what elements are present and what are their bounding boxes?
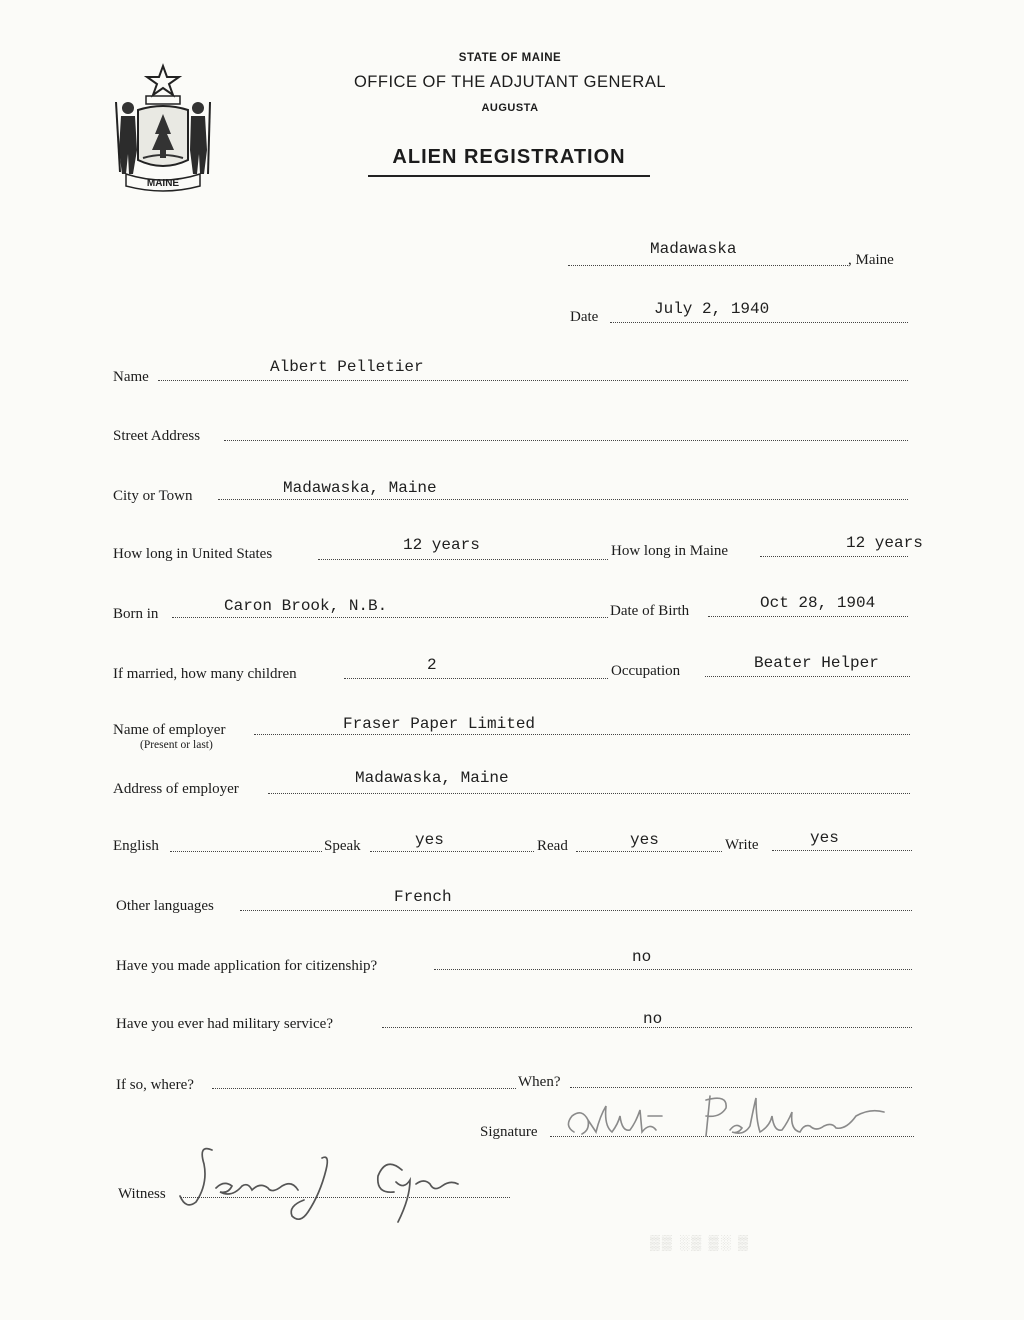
military-value: no [643, 1010, 663, 1028]
write-value: yes [810, 829, 839, 847]
children-value: 2 [427, 656, 437, 674]
occupation-value: Beater Helper [754, 654, 879, 672]
maine-seal-icon [108, 62, 218, 192]
office-heading: OFFICE OF THE ADJUTANT GENERAL [353, 73, 667, 91]
street-line [224, 440, 908, 441]
employer-label: Name of employer [113, 722, 226, 738]
city-heading: AUGUSTA [481, 102, 539, 114]
occupation-line [705, 676, 910, 677]
place-suffix: , Maine [848, 252, 894, 268]
us-time-label: How long in United States [113, 546, 273, 562]
speak-label: Speak [324, 838, 361, 854]
street-label: Street Address [113, 428, 201, 444]
read-value: yes [630, 831, 659, 849]
where-label: If so, where? [116, 1077, 194, 1093]
us-time-line [318, 559, 608, 560]
place-line [568, 265, 848, 266]
signature-label: Signature [480, 1124, 538, 1140]
employer-value: Fraser Paper Limited [343, 715, 536, 733]
signature-handwriting [560, 1086, 900, 1148]
where-line [212, 1088, 516, 1089]
us-time-value: 12 years [403, 536, 480, 554]
other-languages-label: Other languages [116, 898, 214, 914]
dob-value: Oct 28, 1904 [760, 594, 876, 612]
other-languages-value: French [394, 888, 452, 906]
maine-time-value: 12 years [846, 534, 923, 552]
occupation-label: Occupation [611, 663, 681, 679]
speak-value: yes [415, 831, 444, 849]
citizenship-line [434, 969, 912, 970]
write-line [772, 850, 912, 851]
citizenship-value: no [632, 948, 652, 966]
dob-line [708, 616, 908, 617]
employer-address-line [268, 793, 910, 794]
maine-time-label: How long in Maine [611, 543, 729, 559]
employer-sublabel: (Present or last) [140, 739, 213, 751]
read-label: Read [537, 838, 568, 854]
born-label: Born in [113, 606, 159, 622]
state-heading: STATE OF MAINE [458, 52, 562, 64]
witness-handwriting [172, 1136, 472, 1228]
employer-address-label: Address of employer [113, 781, 239, 797]
faint-stamp-mark: ▒▒ ░▒ ▒░ ▒ [650, 1236, 750, 1251]
city-line [218, 499, 908, 500]
city-value: Madawaska, Maine [283, 479, 437, 497]
maine-time-line [760, 556, 908, 557]
when-label: When? [518, 1074, 561, 1090]
english-label: English [113, 838, 159, 854]
born-value: Caron Brook, N.B. [224, 597, 388, 615]
date-value: July 2, 1940 [654, 300, 770, 318]
military-label: Have you ever had military service? [116, 1016, 333, 1032]
name-line [158, 380, 908, 381]
children-line [344, 678, 608, 679]
employer-address-value: Madawaska, Maine [355, 769, 509, 787]
name-label: Name [113, 369, 149, 385]
dob-label: Date of Birth [610, 603, 690, 619]
english-line [170, 851, 322, 852]
place-value: Madawaska [650, 240, 737, 258]
date-line [610, 322, 908, 323]
employer-line [254, 734, 910, 735]
citizenship-label: Have you made application for citizenship? [116, 958, 378, 974]
speak-line [370, 851, 534, 852]
other-languages-line [240, 910, 912, 911]
read-line [576, 851, 722, 852]
write-label: Write [725, 837, 759, 853]
form-title: ALIEN REGISTRATION [368, 146, 650, 177]
children-label: If married, how many children [113, 666, 297, 682]
city-label: City or Town [113, 488, 193, 504]
name-value: Albert Pelletier [270, 358, 424, 376]
date-label: Date [570, 309, 599, 325]
witness-label: Witness [118, 1186, 166, 1202]
born-line [172, 617, 608, 618]
seal-banner: MAINE [146, 178, 180, 189]
